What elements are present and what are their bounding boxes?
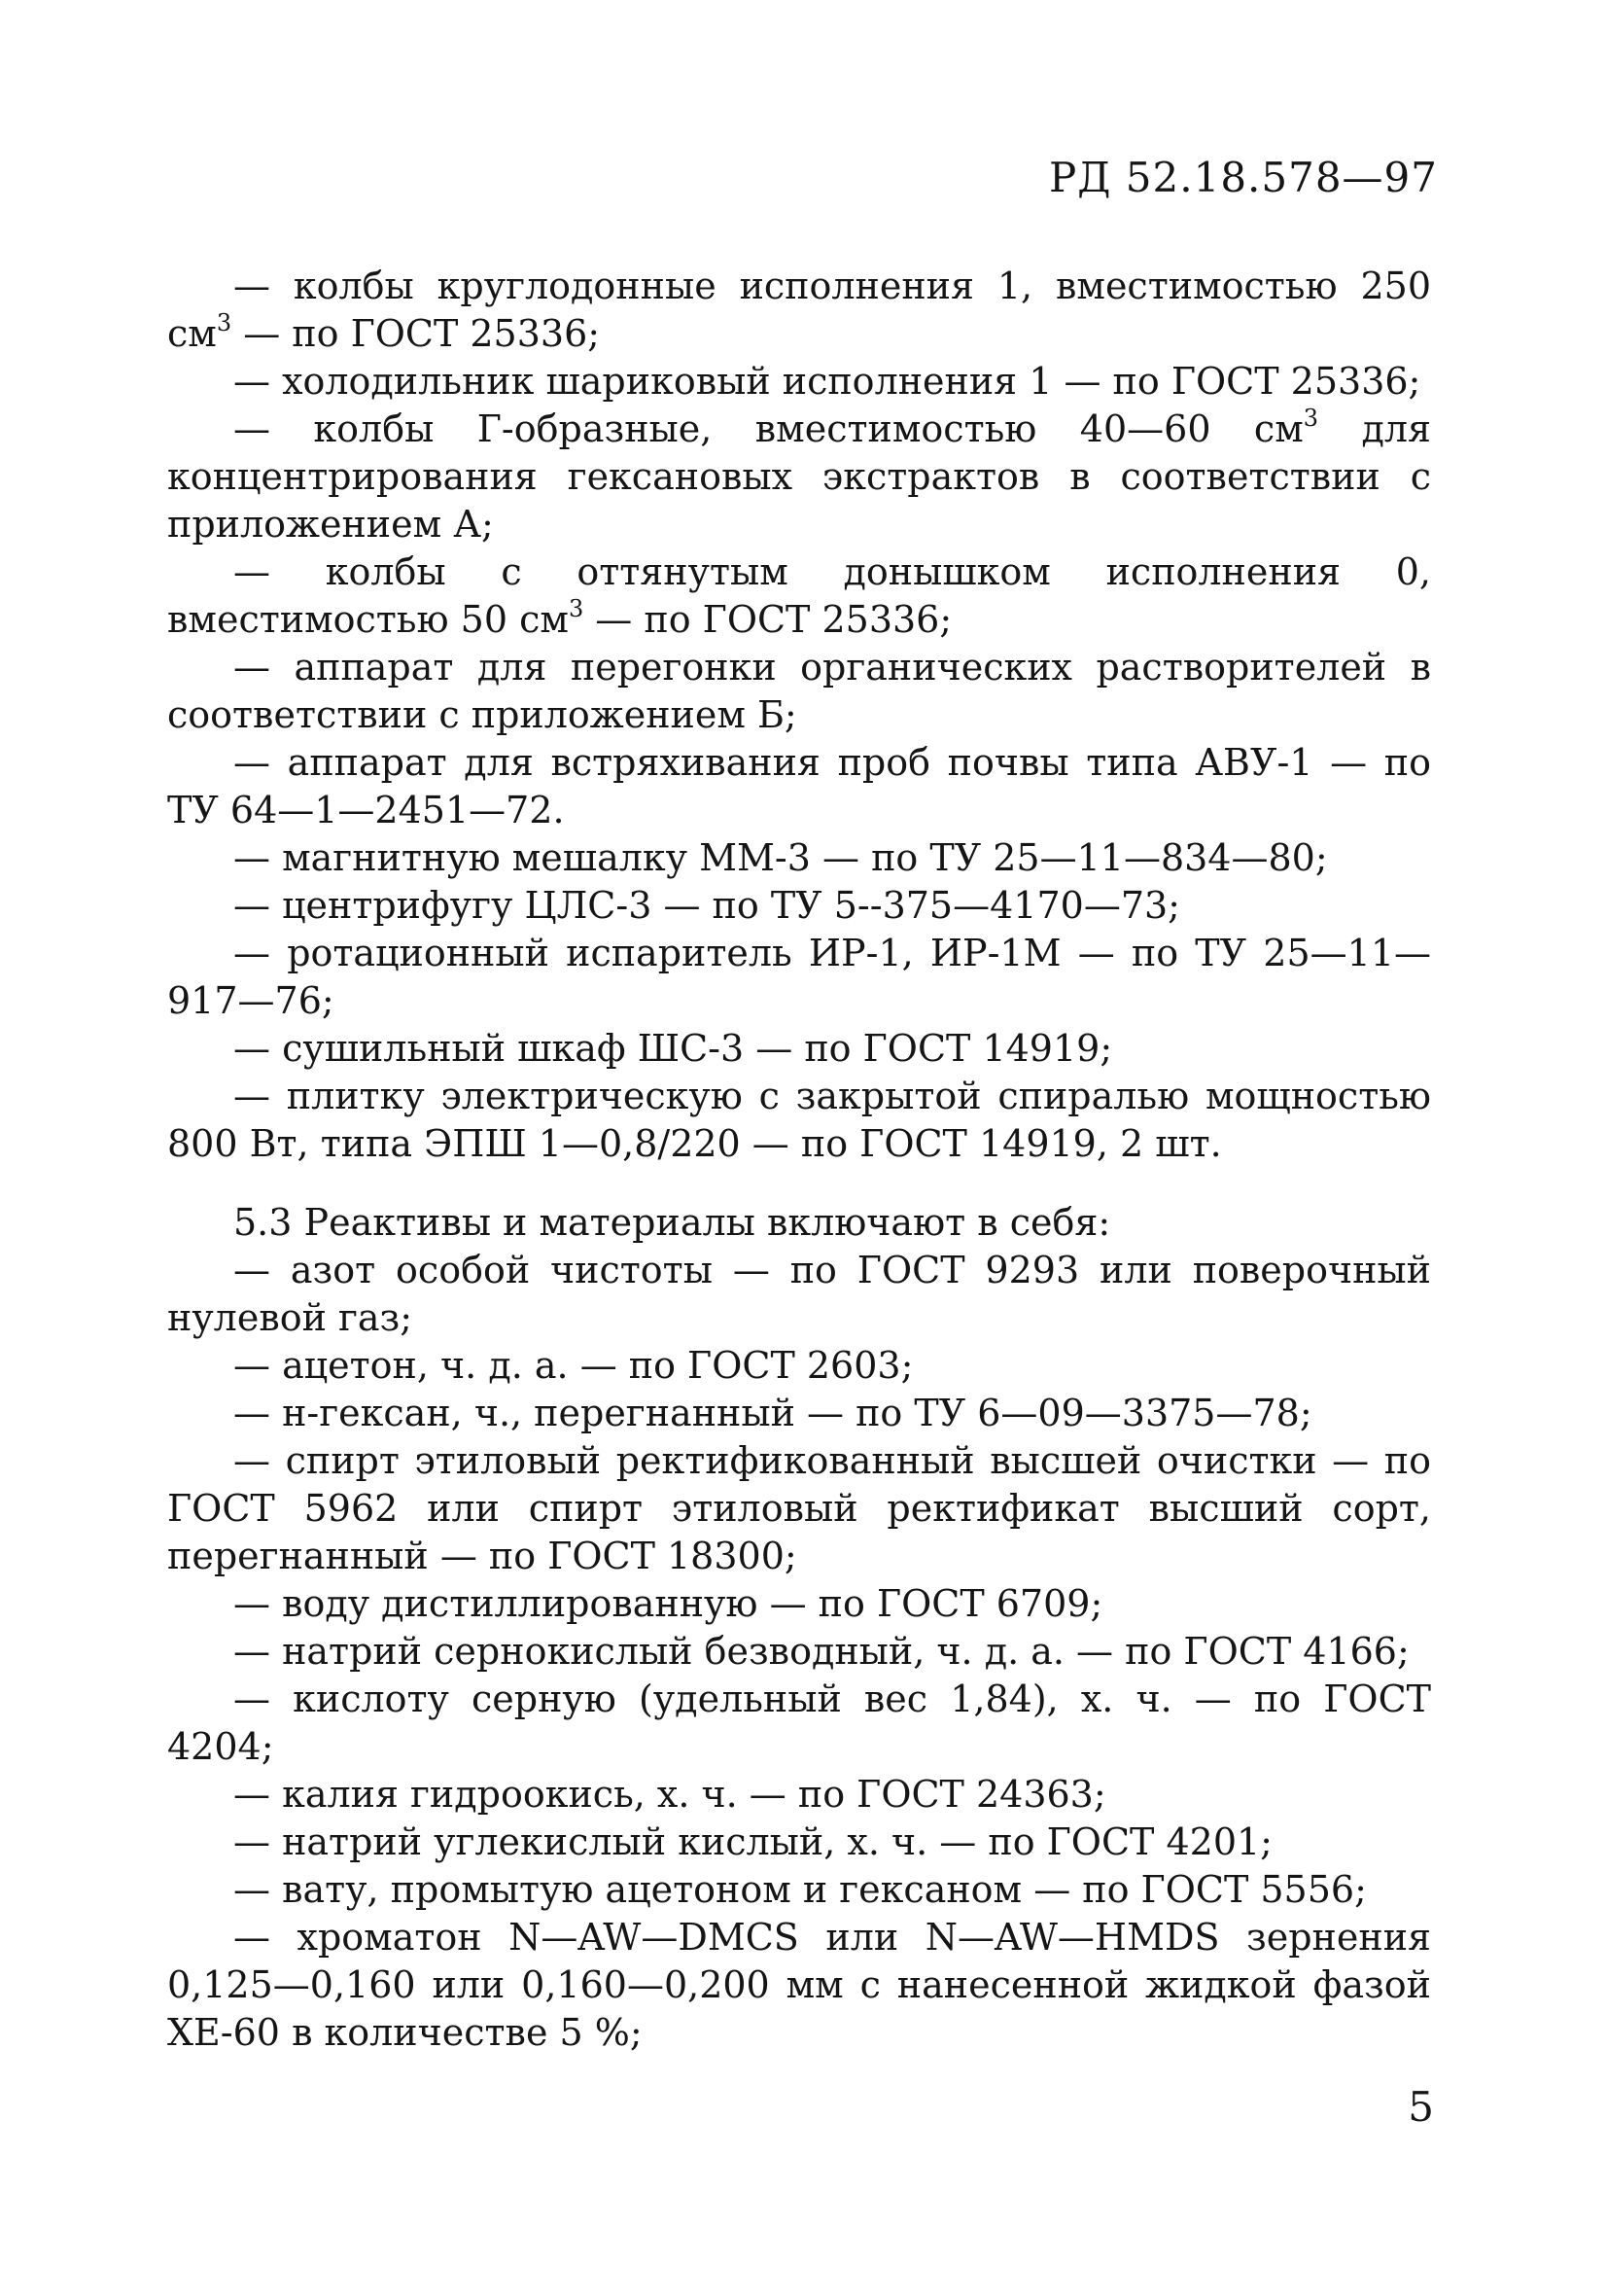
item-text: — магнитную мешалку ММ-3 — по ТУ 25—11—834—80;: [233, 836, 1328, 879]
list-item: [167, 263, 1431, 358]
item-text: — воду дистиллированную — по ГОСТ 6709;: [233, 1582, 1103, 1625]
item-text-tail: для концентрирования гексановых экстрактов в соответствии с приложением А;: [167, 407, 1432, 546]
item-text: — н-гексан, ч., перегнанный — по ТУ 6—09—3375—78;: [233, 1392, 1312, 1434]
item-text: — азот особой чистоты — по ГОСТ 9293 или поверочный нулевой газ;: [167, 1249, 1431, 1339]
item-text: — натрий сернокислый безводный, ч. д. а. — по ГОСТ 4166;: [233, 1630, 1410, 1673]
list-item: [167, 739, 1431, 834]
superscript: 3: [216, 309, 232, 336]
item-text: — ацетон, ч. д. а. — по ГОСТ 2603;: [233, 1344, 914, 1387]
document-id-header: РД 52.18.578—97: [1049, 154, 1438, 201]
item-text: — ротационный испаритель ИР-1, ИР-1М — по ТУ 25—11—917—76;: [167, 932, 1431, 1022]
list-item: [167, 1390, 1431, 1437]
list-item: [167, 1914, 1431, 2057]
list-item: [167, 1866, 1431, 1914]
list-item: [167, 1073, 1431, 1168]
list-item: [167, 930, 1431, 1025]
item-text: — аппарат для встряхивания проб почвы типа АВУ-1 — по ТУ 64—1—2451—72.: [167, 741, 1431, 831]
item-text: — хроматон N—AW—DMCS или N—AW—HMDS зернения 0,125—0,160 или 0,160—0,200 мм с нанесенной жидкой фазой ХЕ-60 в количестве 5 %;: [167, 1916, 1431, 2054]
item-text: — калия гидроокись, х. ч. — по ГОСТ 24363;: [233, 1773, 1106, 1816]
section-heading: 5.3 Реактивы и материалы включают в себя:: [233, 1201, 1111, 1244]
list-item: [167, 358, 1431, 406]
page-number: 5: [1408, 2083, 1434, 2131]
item-text: — колбы Г-образные, вместимостью 40—60 см: [233, 407, 1304, 450]
item-text-tail: — по ГОСТ 25336;: [583, 598, 953, 641]
list-item: [167, 834, 1431, 882]
list-item: [167, 406, 1431, 548]
document-body: [167, 263, 1431, 2057]
list-item: [167, 1628, 1431, 1676]
item-text: — спирт этиловый ректификованный высшей очистки — по ГОСТ 5962 или спирт этиловый ректификат высший сорт, перегнанный — по ГОСТ 18300;: [167, 1439, 1431, 1577]
item-text: — плитку электрическую с закрытой спиралью мощностью 800 Вт, типа ЭПШ 1—0,8/220 — по ГОСТ 14919, 2 шт.: [167, 1075, 1431, 1165]
item-text: — колбы с оттянутым донышком исполнения 0, вместимостью 50 см: [167, 550, 1431, 641]
list-item: [167, 1247, 1431, 1342]
list-item: [167, 1437, 1431, 1580]
list-item: [167, 1819, 1431, 1866]
item-text: — центрифугу ЦЛС-3 — по ТУ 5--375—4170—73;: [233, 884, 1180, 927]
list-item: [167, 644, 1431, 739]
superscript: 3: [568, 595, 584, 622]
item-text: — натрий углекислый кислый, х. ч. — по ГОСТ 4201;: [233, 1820, 1273, 1863]
item-text: — вату, промытую ацетоном и гексаном — по ГОСТ 5556;: [233, 1868, 1367, 1911]
list-item: [167, 1342, 1431, 1390]
list-item: [167, 1580, 1431, 1628]
item-text: — аппарат для перегонки органических растворителей в соответствии с приложением Б;: [167, 646, 1431, 736]
item-text: — кислоту серную (удельный вес 1,84), х. ч. — по ГОСТ 4204;: [167, 1678, 1431, 1768]
item-text: — сушильный шкаф ШС-3 — по ГОСТ 14919;: [233, 1027, 1113, 1070]
list-item: [167, 1771, 1431, 1819]
list-item: [167, 882, 1431, 930]
item-text: — холодильник шариковый исполнения 1 — по ГОСТ 25336;: [233, 360, 1421, 403]
list-item: [167, 1025, 1431, 1073]
item-text-tail: — по ГОСТ 25336;: [231, 312, 601, 355]
list-item: [167, 548, 1431, 644]
list-item: [167, 1676, 1431, 1771]
superscript: 3: [1303, 405, 1319, 432]
item-text: — колбы круглодонные исполнения 1, вместимостью 250 см: [167, 265, 1431, 355]
